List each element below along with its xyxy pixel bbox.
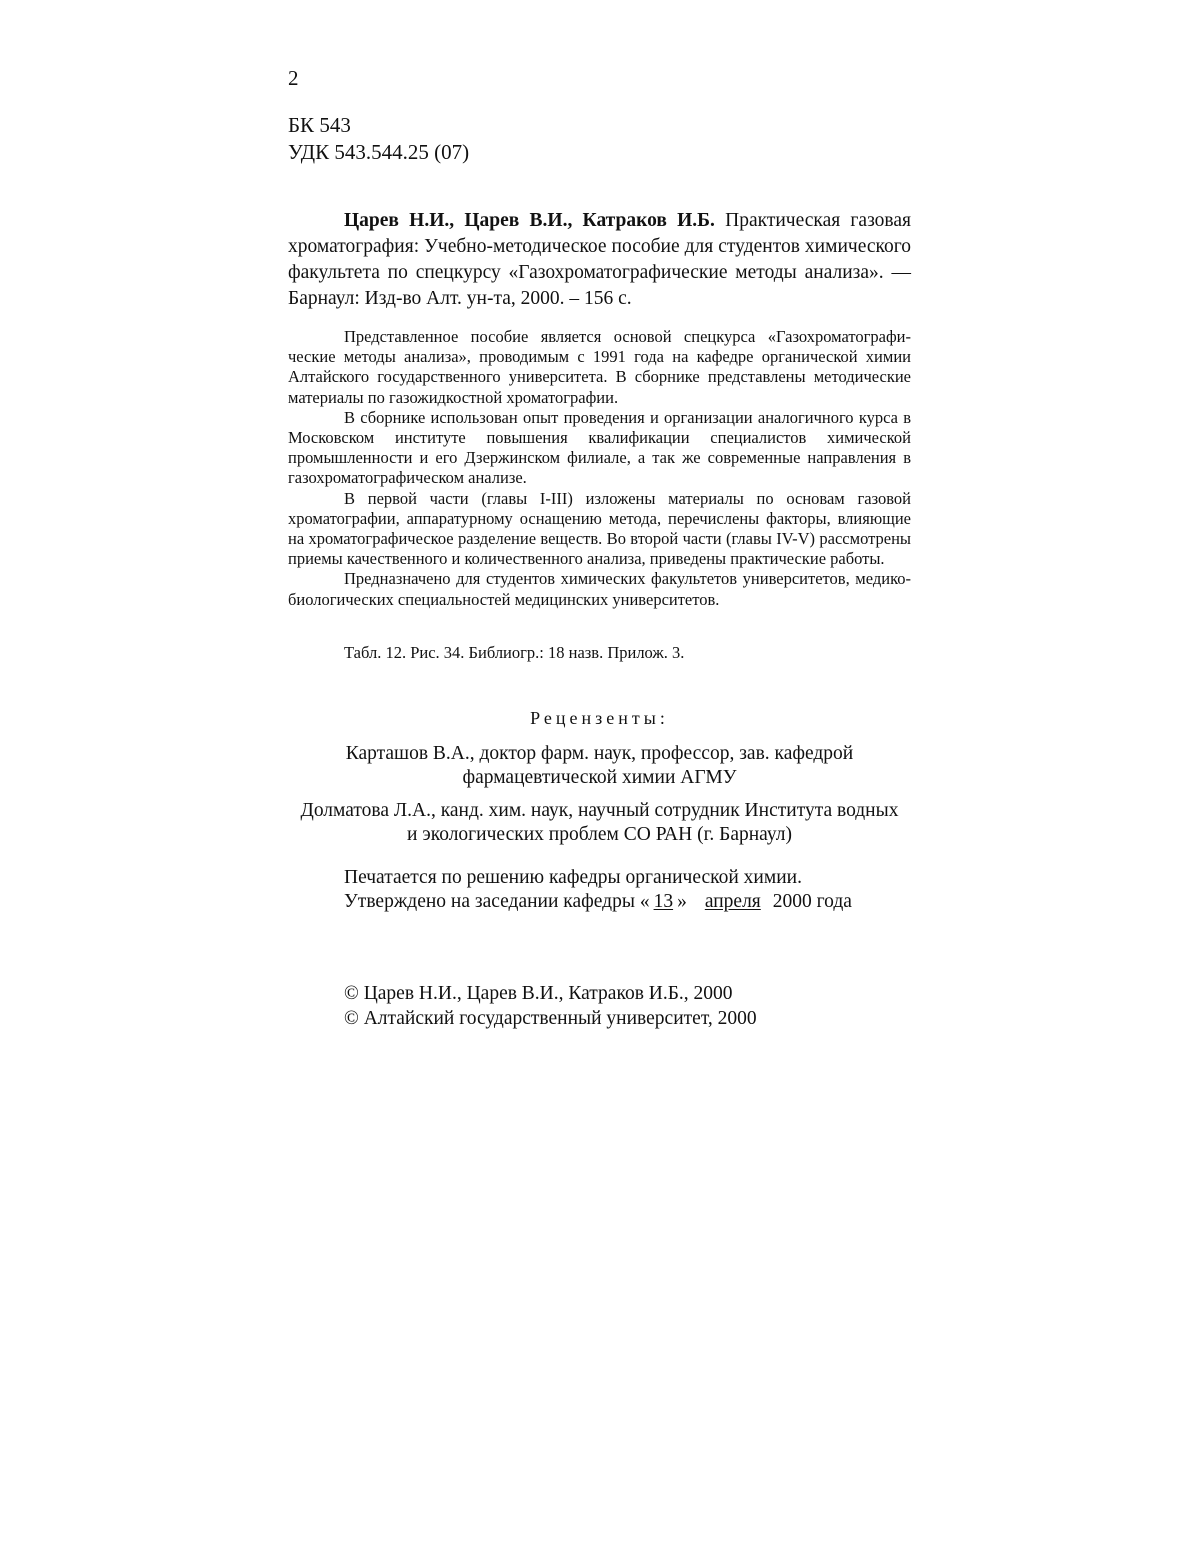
approval-line: Печатается по решению кафедры органической химии. xyxy=(344,867,802,888)
page-number: 2 xyxy=(288,66,299,90)
abstract-paragraph: В первой части (главы I-III) изложены материалы по основам газовой хроматографии, аппаратурному оснащению метода, перечислены факторы, влияющие на хроматографическое разделение веществ. Во второй части (главы IV-V) рассмотрены приемы качественного и количественного анализа, приведены практические работы. xyxy=(288,488,911,569)
publication-stats: Табл. 12. Рис. 34. Библиогр.: 18 назв. Прилож. 3. xyxy=(344,643,685,662)
abstract-paragraph: В сборнике использован опыт проведения и организации аналогичного курса в Московском институте повышения квалификации специалистов химической промышленности и его Дзержинском филиале, а так же современные направления в газохроматографическом анализе. xyxy=(288,407,911,488)
classification-codes xyxy=(288,112,469,166)
approval-month: апреля xyxy=(704,891,761,912)
abstract xyxy=(288,327,911,610)
approval-date-line xyxy=(344,890,852,914)
copyright-line: © Царев Н.И., Царев В.И., Катраков И.Б., 2000 xyxy=(344,983,733,1004)
approval-quote-close: » xyxy=(677,891,687,912)
udk-code: УДК 543.544.25 (07) xyxy=(288,140,470,164)
copyright-block xyxy=(344,981,757,1031)
copyright-line: © Алтайский государственный университет, 2000 xyxy=(344,1008,757,1029)
bk-code: БК 543 xyxy=(288,113,351,137)
approval-day: 13 xyxy=(653,891,674,912)
reviewer-line: фармацевтической химии АГМУ xyxy=(462,767,737,788)
reviewers-heading: Рецензенты: xyxy=(530,708,669,728)
reviewer-entry xyxy=(288,742,911,790)
reviewer-entry xyxy=(288,799,911,847)
bibliographic-citation xyxy=(288,208,911,312)
approval-year: 2000 года xyxy=(772,891,852,912)
citation-authors: Царев Н.И., Царев В.И., Катраков И.Б. xyxy=(344,210,715,231)
abstract-paragraph: Представленное пособие является основой спецкурса «Газохроматографические методы анализа», проводимым с 1991 года на кафедре органической химии Алтайского государственного университета. В сборнике представлены методические материалы по газожидкостной хроматографии. xyxy=(288,327,911,407)
reviewer-line: и экологических проблем СО РАН (г. Барнаул) xyxy=(407,824,792,845)
approval-prefix: Утверждено на заседании кафедры « xyxy=(344,891,650,912)
reviewer-line: Долматова Л.А., канд. хим. наук, научный сотрудник Института водных xyxy=(300,800,899,821)
abstract-paragraph: Предназначено для студентов химических факультетов университетов, медико-биологических специальностей медицинских университетов. xyxy=(288,569,911,609)
reviewer-line: Карташов В.А., доктор фарм. наук, профессор, зав. кафедрой xyxy=(345,743,854,764)
citation-text: Практическая газовая хроматография: Учебно-методическое пособие для студентов химического факультета по спецкурсу «Газохроматографические методы анализа». — Барнаул: Изд-во Алт. ун-та, 2000. – 156 с. xyxy=(288,210,911,309)
approval-note xyxy=(344,866,852,914)
